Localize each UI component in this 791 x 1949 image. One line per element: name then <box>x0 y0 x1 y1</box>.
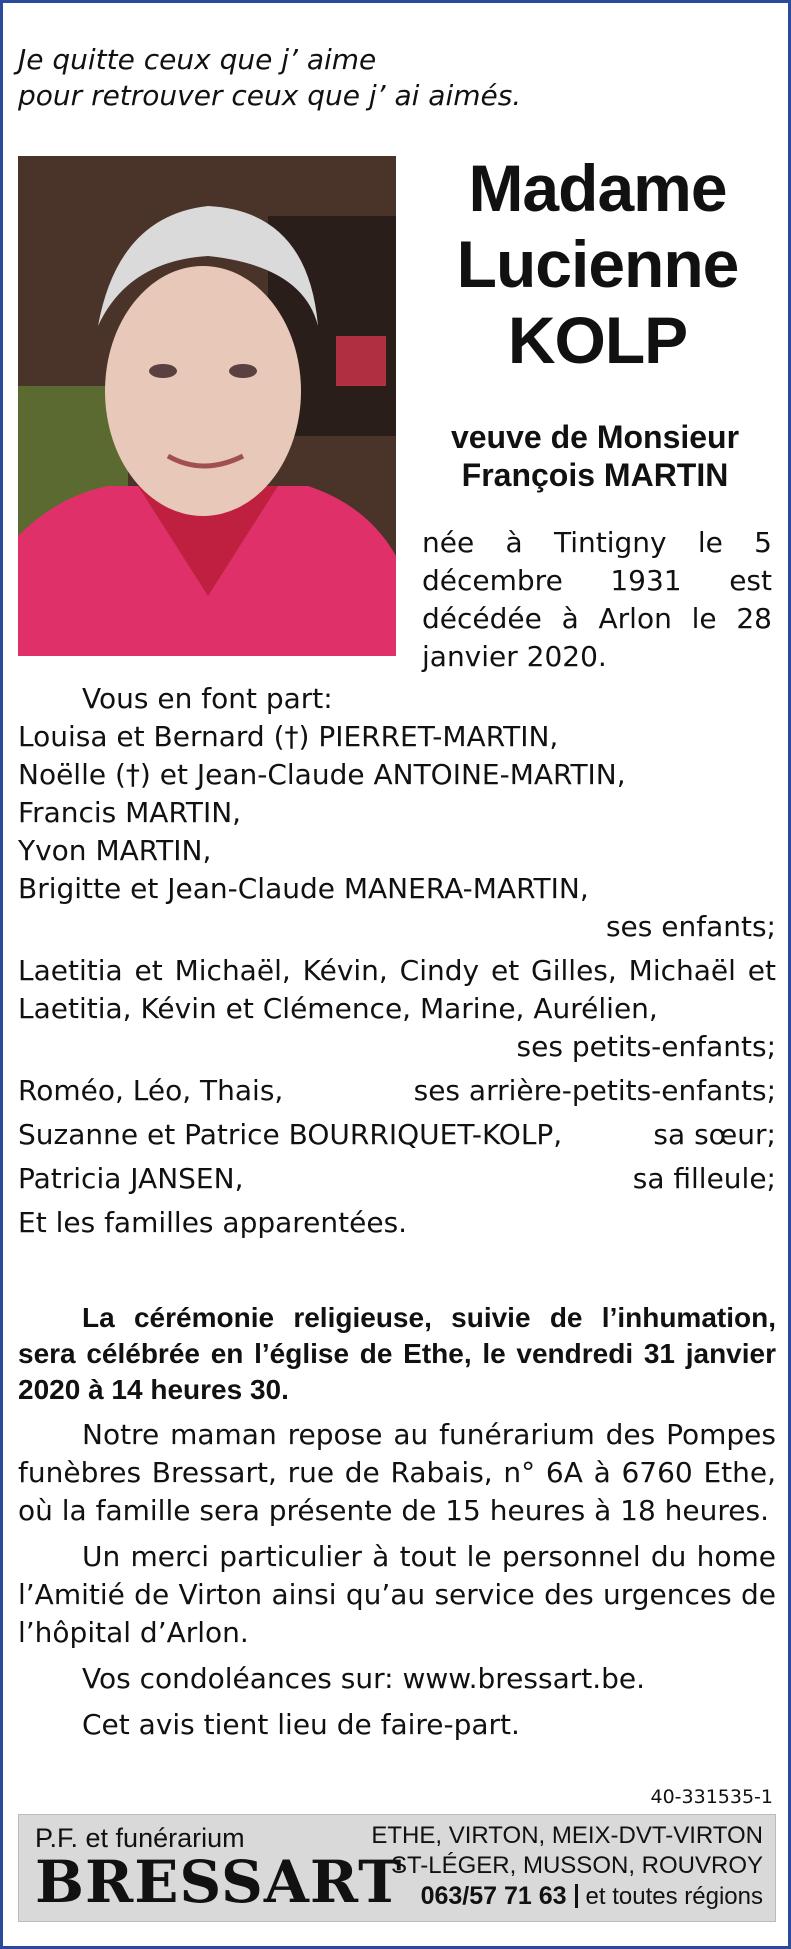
child-line: Yvon MARTIN, <box>18 834 212 867</box>
reference-number: 40-331535-1 <box>650 1786 773 1808</box>
child-line: Noëlle (†) et Jean-Claude ANTOINE-MARTIN, <box>18 758 626 791</box>
deceased-last-name: KOLP <box>507 303 688 377</box>
widow-line-2: François MARTIN <box>461 457 729 493</box>
child-line: Louisa et Bernard (†) PIERRET-MARTIN, <box>18 720 559 753</box>
great-grandchildren-role: ses arrière-petits-enfants; <box>413 1074 776 1107</box>
families-line: Et les familles apparentées. <box>18 1206 408 1239</box>
notice-text: Cet avis tient lieu de faire-part. <box>82 1708 520 1741</box>
grandchildren-role: ses petits-enfants; <box>516 1030 776 1063</box>
child-line: Francis MARTIN, <box>18 796 242 829</box>
birth-death-info: née à Tintigny le 5 décembre 1931 est décédée à Arlon le 28 janvier 2020. <box>422 526 772 673</box>
announce-line: Vous en font part: <box>82 682 333 715</box>
funerarium-text: Notre maman repose au funérarium des Pompes funèbres Bressart, rue de Rabais, n° 6A à 6760 Ethe, où la famille sera présente de 15 heures à 18 heures. <box>18 1418 776 1527</box>
deceased-name <box>420 150 775 378</box>
sister-row <box>18 1116 776 1154</box>
widow-line-1: veuve de Monsieur <box>450 419 740 455</box>
ceremony-text: La cérémonie religieuse, suivie de l’inhumation, sera célébrée en l’église de Ethe, le vendredi 31 janvier 2020 à 14 heures 30. <box>18 1302 776 1405</box>
family-announcement <box>18 680 776 1242</box>
quote-line-2: pour retrouver ceux que j’ ai aimés. <box>18 79 522 112</box>
deceased-title: Madame <box>468 151 727 225</box>
sister-role: sa sœur; <box>653 1118 776 1151</box>
phone-line <box>371 1881 763 1912</box>
funeral-home-contact <box>371 1821 763 1912</box>
great-grandchildren-names: Roméo, Léo, Thais, <box>18 1074 284 1107</box>
phone-number: 063/57 71 63 <box>420 1882 567 1910</box>
towns-line-1: ETHE, VIRTON, MEIX-DVT-VIRTON <box>371 1822 763 1849</box>
condolences-text: Vos condoléances sur: www.bressart.be. <box>82 1662 646 1695</box>
child-line: Brigitte et Jean-Claude MANERA-MARTIN, <box>18 872 589 905</box>
portrait-image <box>18 156 396 656</box>
thanks-text: Un merci particulier à tout le personnel du home l’Amitié de Virton ainsi qu’au service des urgences de l’hôpital d’Arlon. <box>18 1540 776 1649</box>
deceased-first-name: Lucienne <box>456 227 739 301</box>
epitaph-quote <box>18 42 521 114</box>
widow-of <box>410 418 780 494</box>
goddaughter-row <box>18 1160 776 1198</box>
quote-line-1: Je quitte ceux que j’ aime <box>18 43 377 76</box>
funeral-home-logo: BRESSART <box>35 1848 403 1916</box>
funeral-home-label: P.F. et funérarium <box>35 1823 245 1853</box>
separator-bar <box>575 1884 578 1908</box>
children-role: ses enfants; <box>605 910 776 943</box>
regions-text: et toutes régions <box>585 1883 763 1910</box>
portrait-photo <box>18 156 396 656</box>
sister-names: Suzanne et Patrice BOURRIQUET-KOLP, <box>18 1118 563 1151</box>
towns-line-2: ST-LÉGER, MUSSON, ROUVROY <box>390 1852 763 1879</box>
ceremony-details <box>18 1300 776 1744</box>
funeral-home-footer <box>18 1814 776 1922</box>
goddaughter-role: sa filleule; <box>632 1162 776 1195</box>
great-grandchildren-row <box>18 1072 776 1110</box>
goddaughter-names: Patricia JANSEN, <box>18 1162 244 1195</box>
grandchildren-names: Laetitia et Michaël, Kévin, Cindy et Gilles, Michaël et Laetitia, Kévin et Clémence, Marine, Aurélien, <box>18 954 776 1025</box>
